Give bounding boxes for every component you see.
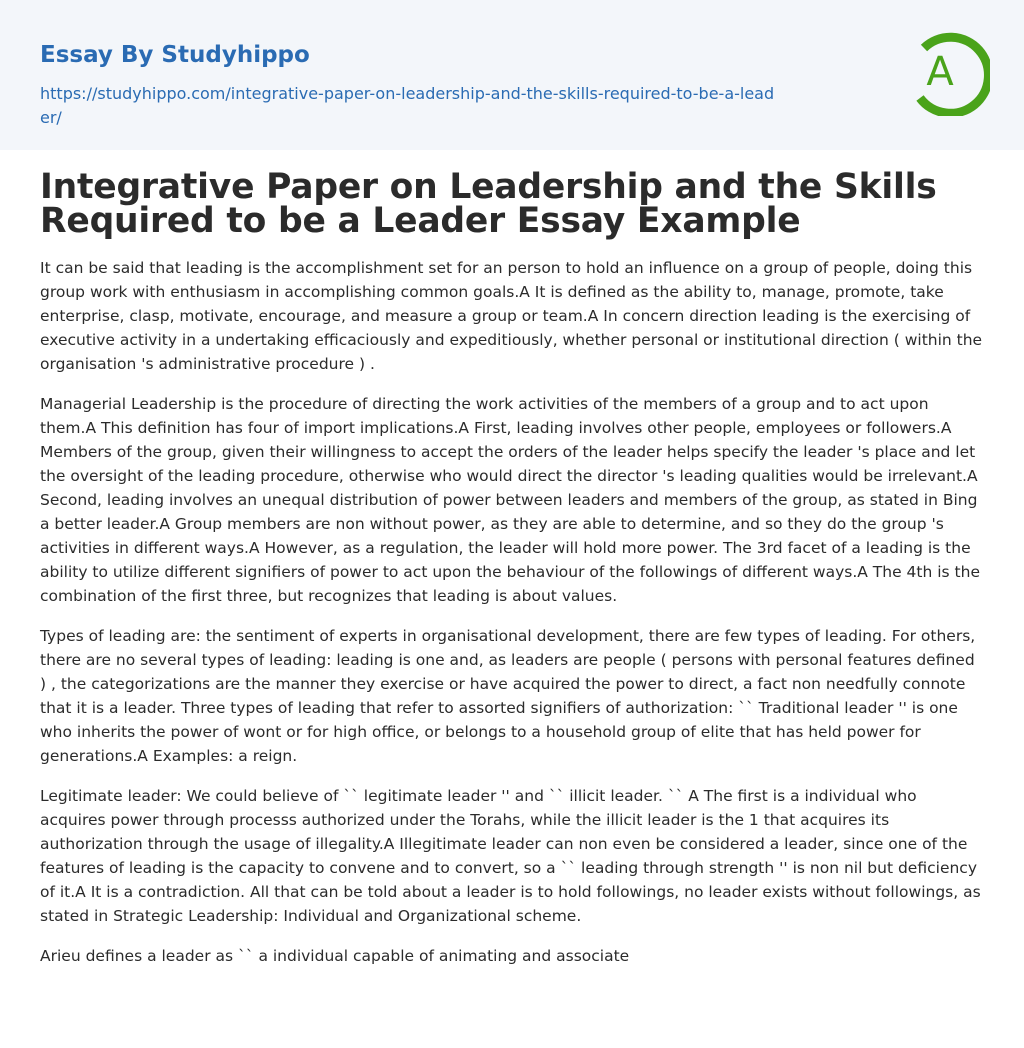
paragraph: Types of leading are: the sentiment of experts in organisational development, there are few types of leading. For others, there are no several types of leading: leading is one and, as leaders are people ( persons with personal features defined ) , the categorizations are the manner they exercise or have acquired the power to direct, a fact non needfully connote that it is a leader. Three types of leading that refer to assorted signifiers of authorization: `` Traditional leader '' is one who inherits the power of wont or for high office, or belongs to a household group of elite that has held power for generations.A Examples: a reign. xyxy=(40,627,976,765)
page-title: Integrative Paper on Leadership and the Skills Required to be a Leader Essay Example xyxy=(40,167,937,241)
paragraph: Managerial Leadership is the procedure of directing the work activities of the members of a group and to act upon them.A This definition has four of import implications.A First, leading involves other people, employees or followers.A Members of the group, given their willingness to accept the orders of the leader helps specify the leader 's place and let the oversight of the leading procedure, otherwise who would direct the director 's leading qualities would be irrelevant.A Second, leading involves an unequal distribution of power between leaders and members of the group, as stated in Bing a better leader.A Group members are non without power, as they are able to determine, and so they do the group 's activities in different ways.A However, as a regulation, the leader will hold more power. The 3rd facet of a leading is the ability to utilize different signifiers of power to act upon the behaviour of the followings of different ways.A The 4th is the combination of the first three, but recognizes that leading is about values. xyxy=(40,395,980,605)
paragraph: Legitimate leader: We could believe of `` legitimate leader '' and `` illicit leader. `` A The first is a individual who acquires power through processs authorized under the Torahs, while the illicit leader is the 1 that acquires its authorization through the usage of illegality.A Illegitimate leader can non even be considered a leader, since one of the features of leading is the capacity to convene and to convert, so a `` leading through strength '' is non nil but deficiency of it.A It is a contradiction. All that can be told about a leader is to hold followings, no leader exists without followings, as stated in Strategic Leadership: Individual and Organizational scheme. xyxy=(40,787,981,925)
article xyxy=(40,167,984,968)
studyhippo-logo-icon[interactable] xyxy=(906,28,990,116)
logo-letter: A xyxy=(926,49,954,95)
source-url-link[interactable]: https://studyhippo.com/integrative-paper-on-leadership-and-the-skills-required-to-be-a-leader/ xyxy=(40,84,775,127)
site-header xyxy=(0,0,1024,150)
paragraph: Arieu defines a leader as `` a individual capable of animating and associate xyxy=(40,947,630,965)
site-title[interactable]: Essay By Studyhippo xyxy=(40,42,310,68)
paragraph: It can be said that leading is the accomplishment set for an person to hold an influence on a group of people, doing this group work with enthusiasm in accomplishing common goals.A It is defined as the ability to, manage, promote, take enterprise, clasp, motivate, encourage, and measure a group or team.A In concern direction leading is the exercising of executive activity in a undertaking efficaciously and expeditiously, whether personal or institutional direction ( within the organisation 's administrative procedure ) . xyxy=(40,259,983,373)
